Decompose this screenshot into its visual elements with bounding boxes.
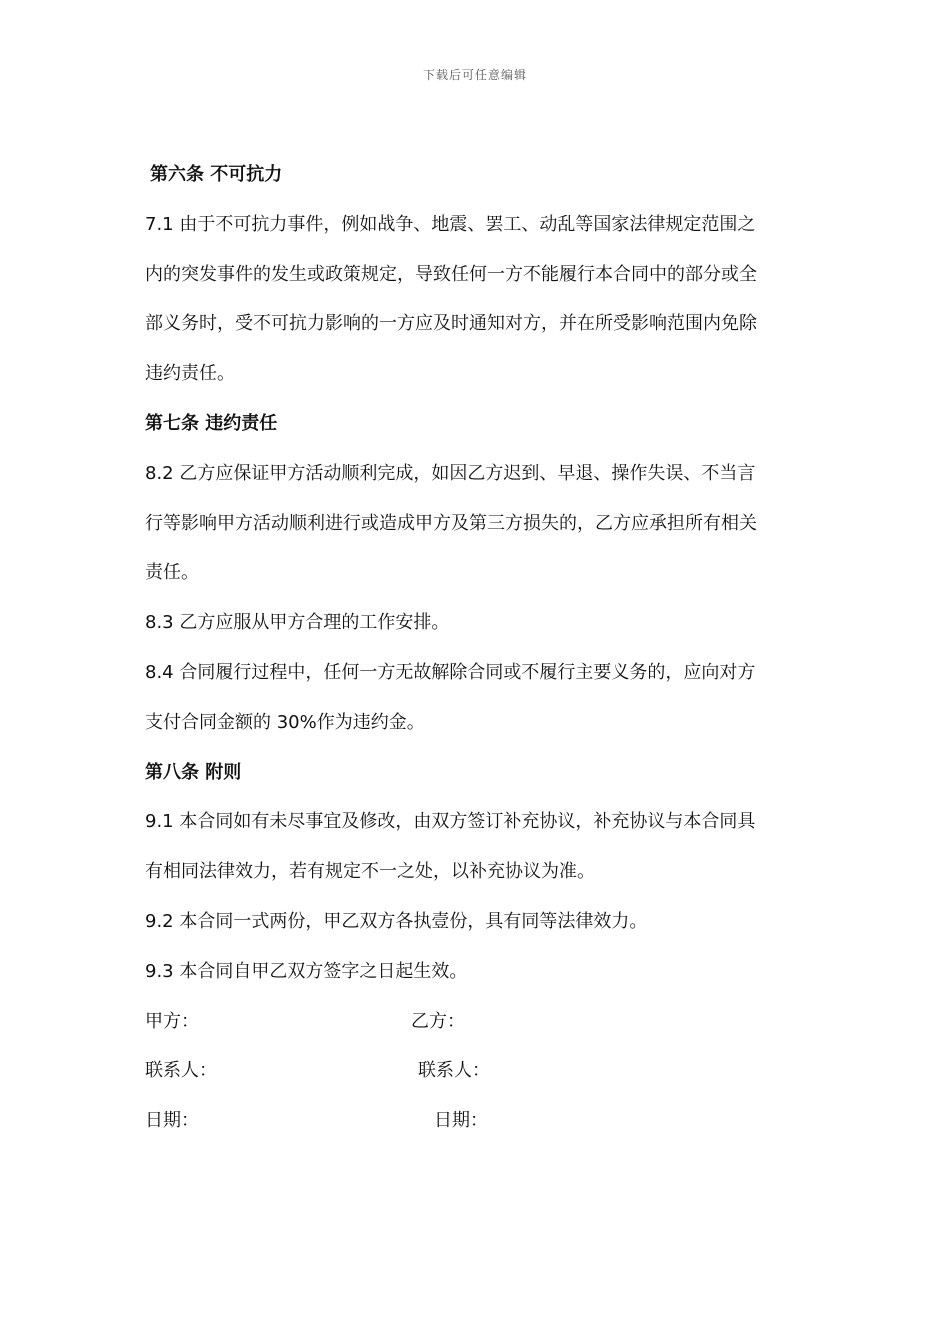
article-6-line-1: 7.1 由于不可抗力事件，例如战争、地震、罢工、动乱等国家法律规定范围之	[145, 213, 756, 235]
contact-b-label: 联系人：	[418, 1060, 490, 1082]
article-8-line-2: 有相同法律效力，若有规定不一之处，以补充协议为准。	[145, 861, 595, 883]
article-8-line-3: 9.2 本合同一式两份，甲乙双方各执壹份，具有同等法律效力。	[145, 910, 648, 932]
article-8-line-4: 9.3 本合同自甲乙双方签字之日起生效。	[145, 960, 468, 982]
date-b-label: 日期：	[434, 1110, 488, 1132]
party-a-label: 甲方：	[145, 1010, 199, 1032]
article-7-line-4: 8.3 乙方应服从甲方合理的工作安排。	[145, 612, 450, 634]
article-6-line-4: 违约责任。	[145, 363, 235, 385]
article-7-title: 第七条 违约责任	[145, 412, 278, 434]
page-header-note: 下载后可任意编辑	[422, 68, 527, 82]
signature-row-date	[145, 1096, 810, 1146]
contact-a-label: 联系人：	[145, 1060, 217, 1082]
party-b-label: 乙方：	[411, 1010, 465, 1032]
article-7-line-3: 责任。	[145, 562, 199, 584]
article-6-line-2: 内的突发事件的发生或政策规定，导致任何一方不能履行本合同中的部分或全	[145, 263, 757, 285]
article-7-line-5: 8.4 合同履行过程中，任何一方无故解除合同或不履行主要义务的，应向对方	[145, 661, 756, 683]
article-8-title: 第八条 附则	[145, 761, 242, 783]
signature-row-contact	[145, 1046, 810, 1096]
article-7-line-6: 支付合同金额的 30%作为违约金。	[145, 711, 425, 733]
contract-body	[145, 150, 810, 1146]
article-6-title: 第六条 不可抗力	[150, 164, 283, 185]
date-a-label: 日期：	[145, 1110, 199, 1132]
article-6-line-3: 部义务时，受不可抗力影响的一方应及时通知对方，并在所受影响范围内免除	[145, 313, 757, 335]
article-8-line-1: 9.1 本合同如有未尽事宜及修改，由双方签订补充协议，补充协议与本合同具	[145, 811, 756, 833]
signature-row-party	[145, 997, 810, 1047]
article-7-line-1: 8.2 乙方应保证甲方活动顺利完成，如因乙方迟到、早退、操作失误、不当言	[145, 462, 756, 484]
article-7-line-2: 行等影响甲方活动顺利进行或造成甲方及第三方损失的，乙方应承担所有相关	[145, 512, 757, 534]
